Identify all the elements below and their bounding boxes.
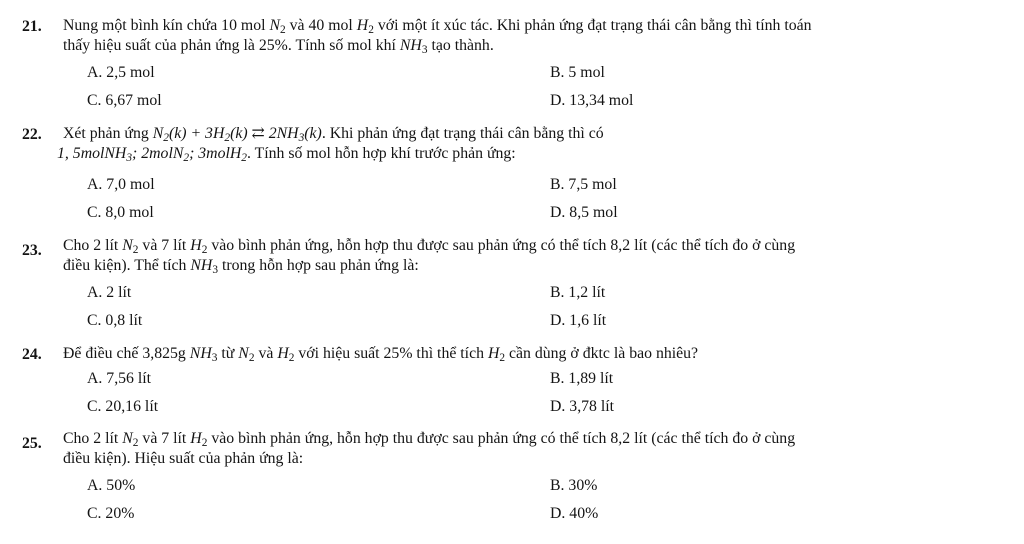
option-a[interactable]: A. 2 lít — [87, 284, 132, 301]
stem-line-1: Cho 2 lít $N_2$ và 7 lít $H_2$ vào bình phản ứng, hỗn hợp thu được sau phản ứng có thể tích 8,2 lít (các thể tích đo ở cùng — [63, 430, 796, 450]
stem-line-1: Xét phản ứng $N_2(k) + 3H_2(k)$ ⇄ $2NH_3(k)$. Khi phản ứng đạt trạng thái cân bằng thì có — [63, 125, 604, 145]
stem-line-2: điều kiện). Hiệu suất của phản ứng là: — [63, 450, 304, 467]
option-a[interactable]: A. 7,56 lít — [87, 370, 152, 387]
option-b[interactable]: B. 1,2 lít — [550, 284, 606, 301]
option-d[interactable]: D. 3,78 lít — [550, 398, 615, 415]
question-stem — [57, 124, 1021, 165]
question-stem — [63, 429, 1021, 469]
stem-line-1: Để điều chế 3,825g $NH_3$ từ $N_2$ và $H_2$ với hiệu suất 25% thì thể tích $H_2$ cần dùng ở đktc là bao nhiêu? — [63, 345, 699, 365]
question-stem — [63, 344, 1021, 364]
option-a[interactable]: A. 7,0 mol — [87, 176, 155, 193]
option-c[interactable]: C. 8,0 mol — [87, 204, 154, 221]
option-c[interactable]: C. 20,16 lít — [87, 398, 159, 415]
question-number: 24. — [22, 346, 42, 363]
option-c[interactable]: C. 0,8 lít — [87, 312, 143, 329]
reaction-equation: $N_2(k) + 3H_2(k)$ ⇄ $2NH_3(k)$ — [152, 125, 322, 145]
option-d[interactable]: D. 8,5 mol — [550, 204, 618, 221]
stem-line-2: 1, 5molNH$_3$; 2molN$_2$; 3molH$_2$. Tính số mol hỗn hợp khí trước phản ứng: — [57, 145, 516, 165]
option-a[interactable]: A. 50% — [87, 477, 136, 494]
stem-line-2: điều kiện). Thể tích $NH_3$ trong hỗn hợp sau phản ứng là: — [63, 257, 419, 277]
question-number: 25. — [22, 435, 42, 452]
question-number: 23. — [22, 242, 42, 259]
option-a[interactable]: A. 2,5 mol — [87, 64, 155, 81]
option-b[interactable]: B. 5 mol — [550, 64, 605, 81]
question-number: 21. — [22, 18, 42, 35]
stem-line-1: Cho 2 lít $N_2$ và 7 lít $H_2$ vào bình phản ứng, hỗn hợp thu được sau phản ứng có thể tích 8,2 lít (các thể tích đo ở cùng — [63, 237, 796, 257]
question-stem — [63, 16, 1021, 56]
option-c[interactable]: C. 20% — [87, 505, 135, 522]
question-number: 22. — [22, 126, 42, 143]
option-c[interactable]: C. 6,67 mol — [87, 92, 162, 109]
stem-line-1: Nung một bình kín chứa 10 mol $N_2$ và 40 mol $H_2$ với một ít xúc tác. Khi phản ứng đạt trạng thái cân bằng thì tính toán — [63, 17, 812, 37]
stem-line-2: thấy hiệu suất của phản ứng là 25%. Tính số mol khí $NH_3$ tạo thành. — [63, 37, 494, 57]
option-d[interactable]: D. 13,34 mol — [550, 92, 634, 109]
mole-list: 1, 5molNH$_3$; 2molN$_2$; 3molH$_2$ — [57, 145, 247, 165]
option-d[interactable]: D. 40% — [550, 505, 599, 522]
option-b[interactable]: B. 30% — [550, 477, 598, 494]
option-b[interactable]: B. 1,89 lít — [550, 370, 614, 387]
question-stem — [63, 236, 1021, 276]
option-b[interactable]: B. 7,5 mol — [550, 176, 617, 193]
option-d[interactable]: D. 1,6 lít — [550, 312, 607, 329]
